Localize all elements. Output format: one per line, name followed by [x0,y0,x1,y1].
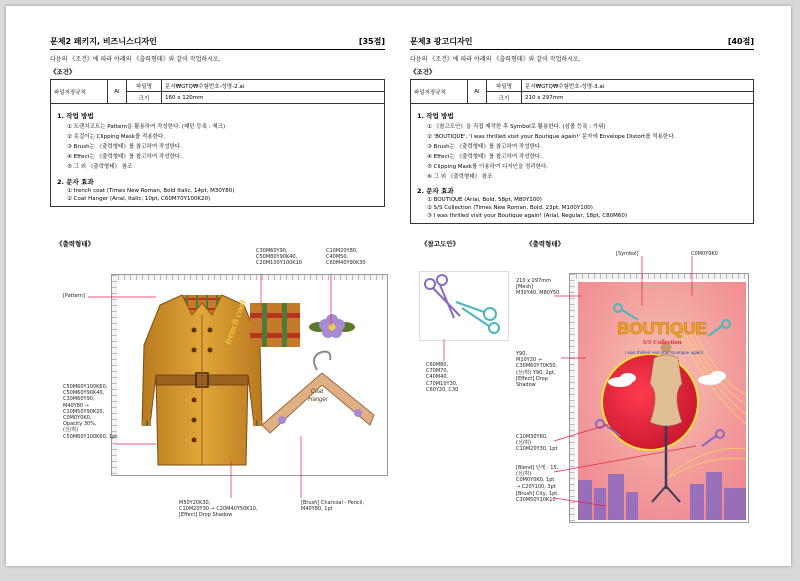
method-item: ② 'BOUTIQUE', 'I was thrilled visit your Boutique again!' 문자에 Envelope Distort를 적용한다. [427,134,676,140]
question-2-points: [35점] [358,37,385,46]
size-label: 크기 [487,92,522,104]
method-item: ② 옷걸이는 Clipping Mask를 적용한다. [67,134,166,140]
question-2-title: 문제2 패키지, 비즈니스디자인 [50,37,157,46]
reference-design-label: 《참고도안》 [421,240,460,248]
size-label: 크기 [127,92,162,104]
check-color-annotation: C30M60Y90, C50M80Y90K40, C20M100Y100K10 [256,248,302,267]
city-brush-annotation: [Brush] City, 1pt, C30M50Y10K10 [516,491,559,504]
blend-annotation: [Blend] 단계 : 15, (선/획) C0M0Y0K0, 1pt → C20Y100, 3pt [516,465,559,490]
text-effect-item: ② Coat Hanger (Arial, Italic, 10pt, C60M70Y100K20) [67,196,211,202]
method-item: ⑥ 그 외 《출력형태》 참조 [427,174,493,180]
mesh-annotation: 210 x 297mm [Mesh] M30Y40, M80Y50 [516,278,560,297]
save-rule-label: 파일저장규칙 [411,80,468,104]
file-format: AI [468,80,487,104]
collection-text: S/S Collection [642,339,682,346]
background-color-annotation: C0M0Y0K0 [691,251,718,257]
conditions-label: 《조건》 [410,68,436,76]
brush-annotation: [Brush] Charcoal - Pencil, M40Y80, 1pt [301,500,365,513]
flower-color-annotation: C10M20Y80, C40M50, C60M40Y90K30 [326,248,366,267]
text-effect-title: 2. 문자 효과 [417,187,454,195]
method-item: ④ Effect는 《출력형태》를 참고하여 작성한다. [67,154,182,160]
filename-label: 파일명 [487,80,522,92]
size-value: 210 x 297mm [522,92,754,104]
output-form-label: 《출력형태》 [526,240,565,248]
coat-color-annotation: C50M60Y100K60, C50M60Y90K40, C30M60Y90, M40Y80 → C10M50Y90K20, C0M0Y0K0, Opacity 30%, (선/획) C50M60Y100K60, 1pt [63,384,118,440]
method-item: ① 트렌치코트는 Pattern을 활용하여 작성한다. (패턴 등록 : 체크) [67,124,226,130]
save-rule-label: 파일저장규칙 [51,80,108,104]
output-form-label: 《출력형태》 [56,240,95,248]
text-effect-item: ① trench coat (Times New Roman, Bold Italic, 14pt, M30Y80) [67,188,235,194]
question-2-intro: 다음의 《조건》에 따라 아래의 《출력형태》와 같이 작업하시오. [50,56,221,63]
boutique-text: BOUTIQUE [617,319,707,338]
method-item: ⑤ 그 외 《출력형태》 참조 [67,164,133,170]
pattern-annotation: [Pattern] [63,293,85,299]
method-item: ⑤ Clipping Mask를 이용하여 디자인을 정리한다. [427,164,549,170]
trench-coat-text: trench coat [222,298,249,347]
hanger-color-annotation: M50Y20K30, C10M20Y30 → C20M40Y50K10, [Effect] Drop Shadow [179,500,258,519]
conditions-label: 《조건》 [50,68,76,76]
circle-annotation: Y90, M10Y20 → C30M60Y70K50, (선/획) Y90, 2pt, [Effect] Drop Shadow [516,351,558,389]
exam-sheet [6,6,791,566]
question-3-title: 문제3 광고디자인 [410,37,473,46]
symbol-annotation: [Symbol] [616,251,639,257]
method-title: 1. 작업 방법 [57,112,94,120]
text-effect-item: ① BOUTIQUE (Arial, Bold, 58pt, M80Y100) [427,197,542,203]
method-item: ③ Brush는 《출력형태》를 참고하여 작성한다. [427,144,542,150]
text-effect-title: 2. 문자 효과 [57,178,94,186]
filename-label: 파일명 [127,80,162,92]
filename-value: 문서₩GTQ₩수험번호-성명-3.ai [522,80,754,92]
hanger-text-coat: Coat [310,389,324,395]
hanger-text-hanger: Hanger [308,397,328,403]
question-3-intro: 다음의 《조건》에 따라 아래의 《출력형태》와 같이 작업하시오. [410,56,581,63]
text-effect-item: ③ I was thrilled visit your Boutique again! (Arial, Regular, 18pt, C80M60) [427,213,628,219]
method-title: 1. 작업 방법 [417,112,454,120]
reference-color-annotation: C60M80, C70M70, C40M40, C70M10Y30, C60Y20, C30 [426,362,459,393]
filename-value: 문서₩GTQ₩수험번호-성명-2.ai [162,80,385,92]
text-effect-item: ② S/S Collection (Times New Roman, Bold, 23pt, M100Y100) [427,205,593,211]
method-item: ④ Effect는 《출력형태》를 참고하여 작성한다. [427,154,542,160]
method-item: ③ Brush는 《출력형태》를 참고하여 작성한다. [67,144,182,150]
right-callout-lines [6,6,800,581]
question-3-points: [40점] [727,37,754,46]
file-format: AI [108,80,127,104]
size-value: 160 x 120mm [162,92,385,104]
mannequin-annotation: C10M30Y60, (선/획) C10M20Y30, 1pt [516,434,558,453]
thrilled-text: I was thrilled visit your Boutique again! [624,350,704,355]
method-item: ① 《참고도안》을 직접 제작한 후 Symbol로 활용한다. (심볼 등록 : 가위) [427,124,606,130]
